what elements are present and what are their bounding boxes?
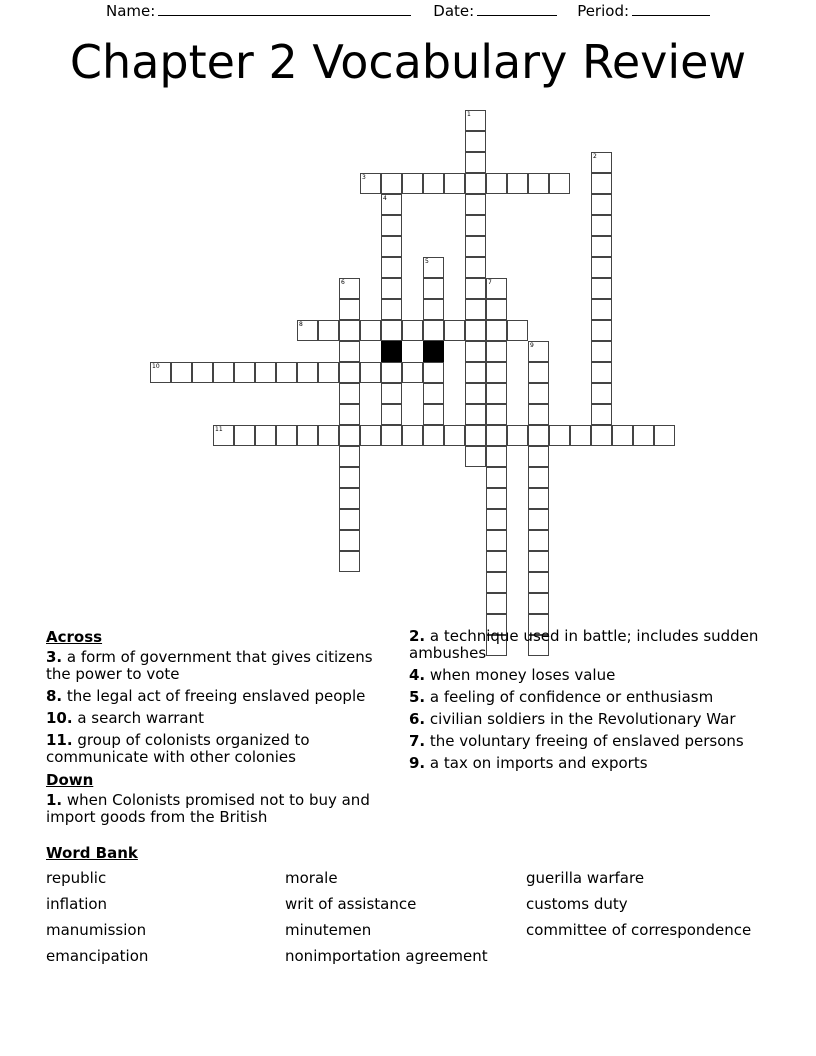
grid-cell[interactable] bbox=[486, 530, 507, 551]
clues-column-right bbox=[409, 628, 765, 777]
grid-cell[interactable] bbox=[276, 362, 297, 383]
grid-cell[interactable] bbox=[528, 572, 549, 593]
grid-cell[interactable] bbox=[318, 425, 339, 446]
grid-cell[interactable] bbox=[339, 341, 360, 362]
grid-cell[interactable] bbox=[423, 383, 444, 404]
grid-cell-number: 9 bbox=[530, 342, 534, 349]
grid-cell[interactable] bbox=[528, 446, 549, 467]
grid-cell[interactable] bbox=[255, 425, 276, 446]
grid-cell[interactable] bbox=[402, 320, 423, 341]
grid-cell[interactable] bbox=[213, 425, 234, 446]
grid-cell[interactable] bbox=[528, 341, 549, 362]
grid-cell[interactable] bbox=[423, 362, 444, 383]
grid-cell[interactable] bbox=[297, 320, 318, 341]
grid-cell[interactable] bbox=[444, 173, 465, 194]
word-bank-word: guerilla warfare bbox=[526, 869, 645, 887]
clue-item bbox=[409, 667, 765, 684]
across-heading: Across bbox=[46, 628, 103, 646]
grid-cell[interactable] bbox=[381, 404, 402, 425]
grid-block-cell bbox=[423, 341, 444, 362]
grid-cell[interactable] bbox=[486, 425, 507, 446]
clue-text: a tax on imports and exports bbox=[425, 754, 648, 772]
grid-cell[interactable] bbox=[507, 425, 528, 446]
word-bank-word: committee of correspondence bbox=[526, 921, 752, 939]
grid-cell[interactable] bbox=[213, 362, 234, 383]
grid-cell[interactable] bbox=[465, 173, 486, 194]
grid-cell[interactable] bbox=[339, 446, 360, 467]
grid-cell-number: 10 bbox=[152, 363, 160, 370]
grid-cell[interactable] bbox=[465, 194, 486, 215]
grid-cell[interactable] bbox=[339, 320, 360, 341]
grid-cell[interactable] bbox=[465, 299, 486, 320]
grid-cell[interactable] bbox=[339, 278, 360, 299]
grid-cell[interactable] bbox=[360, 425, 381, 446]
grid-cell[interactable] bbox=[528, 593, 549, 614]
grid-cell[interactable] bbox=[381, 257, 402, 278]
grid-cell[interactable] bbox=[339, 530, 360, 551]
clue-item bbox=[46, 649, 396, 683]
clue-number: 7. bbox=[409, 732, 426, 750]
grid-cell[interactable] bbox=[591, 383, 612, 404]
grid-cell[interactable] bbox=[528, 362, 549, 383]
grid-cell[interactable] bbox=[465, 341, 486, 362]
clue-item bbox=[46, 688, 396, 705]
clue-number: 8. bbox=[46, 687, 63, 705]
clue-item bbox=[46, 732, 396, 766]
grid-cell[interactable] bbox=[465, 257, 486, 278]
clue-item bbox=[409, 733, 765, 750]
word-bank-word: morale bbox=[285, 869, 338, 887]
word-bank-word: writ of assistance bbox=[285, 895, 417, 913]
grid-cell[interactable] bbox=[339, 404, 360, 425]
grid-cell[interactable] bbox=[423, 173, 444, 194]
grid-cell[interactable] bbox=[465, 425, 486, 446]
grid-cell[interactable] bbox=[171, 362, 192, 383]
grid-cell[interactable] bbox=[339, 425, 360, 446]
grid-cell[interactable] bbox=[528, 509, 549, 530]
grid-cell[interactable] bbox=[612, 425, 633, 446]
grid-cell[interactable] bbox=[549, 173, 570, 194]
grid-cell[interactable] bbox=[486, 362, 507, 383]
clue-item bbox=[409, 755, 765, 772]
grid-cell[interactable] bbox=[465, 110, 486, 131]
clue-text: a form of government that gives citizens the power to vote bbox=[46, 648, 373, 683]
word-bank-word: nonimportation agreement bbox=[285, 947, 488, 965]
across-clue-list bbox=[46, 649, 396, 766]
grid-cell-number: 7 bbox=[488, 279, 492, 286]
grid-cell[interactable] bbox=[381, 320, 402, 341]
grid-cell[interactable] bbox=[234, 362, 255, 383]
word-bank-word: emancipation bbox=[46, 947, 149, 965]
grid-cell[interactable] bbox=[549, 425, 570, 446]
grid-cell[interactable] bbox=[276, 425, 297, 446]
grid-cell[interactable] bbox=[486, 551, 507, 572]
grid-cell[interactable] bbox=[339, 509, 360, 530]
name-label: Name: bbox=[105, 2, 156, 20]
clue-number: 2. bbox=[409, 627, 426, 645]
word-bank-word bbox=[526, 947, 770, 965]
grid-cell[interactable] bbox=[486, 488, 507, 509]
clue-text: when Colonists promised not to buy and import goods from the British bbox=[46, 791, 370, 826]
word-bank-row bbox=[46, 921, 770, 939]
grid-cell[interactable] bbox=[591, 362, 612, 383]
grid-cell-number: 1 bbox=[467, 111, 471, 118]
grid-cell[interactable] bbox=[465, 236, 486, 257]
grid-cell[interactable] bbox=[591, 215, 612, 236]
grid-cell[interactable] bbox=[591, 404, 612, 425]
clue-item bbox=[409, 689, 765, 706]
grid-cell[interactable] bbox=[486, 341, 507, 362]
grid-cell[interactable] bbox=[591, 299, 612, 320]
clue-number: 1. bbox=[46, 791, 63, 809]
word-bank-row bbox=[46, 895, 770, 913]
grid-block-cell bbox=[381, 341, 402, 362]
grid-cell[interactable] bbox=[423, 425, 444, 446]
grid-cell[interactable] bbox=[192, 362, 213, 383]
grid-cell-number: 2 bbox=[593, 153, 597, 160]
clue-text: the voluntary freeing of enslaved persons bbox=[425, 732, 744, 750]
grid-cell[interactable] bbox=[465, 383, 486, 404]
word-bank-word: customs duty bbox=[526, 895, 628, 913]
grid-cell[interactable] bbox=[423, 320, 444, 341]
grid-cell[interactable] bbox=[528, 488, 549, 509]
clue-text: the legal act of freeing enslaved people bbox=[62, 687, 366, 705]
grid-cell[interactable] bbox=[591, 425, 612, 446]
grid-cell[interactable] bbox=[381, 236, 402, 257]
clues-section bbox=[46, 628, 770, 828]
grid-cell[interactable] bbox=[150, 362, 171, 383]
period-label: Period: bbox=[577, 2, 630, 20]
grid-cell-number: 5 bbox=[425, 258, 429, 265]
grid-cell[interactable] bbox=[528, 425, 549, 446]
grid-cell[interactable] bbox=[591, 257, 612, 278]
word-bank-section bbox=[46, 844, 770, 973]
grid-cell[interactable] bbox=[528, 404, 549, 425]
grid-cell[interactable] bbox=[423, 404, 444, 425]
grid-cell[interactable] bbox=[423, 299, 444, 320]
grid-cell-number: 8 bbox=[299, 321, 303, 328]
grid-cell[interactable] bbox=[297, 425, 318, 446]
grid-cell[interactable] bbox=[591, 320, 612, 341]
down-clue-list-right bbox=[409, 628, 765, 772]
grid-cell[interactable] bbox=[633, 425, 654, 446]
grid-cell[interactable] bbox=[381, 425, 402, 446]
grid-cell[interactable] bbox=[528, 173, 549, 194]
grid-cell[interactable] bbox=[591, 173, 612, 194]
clue-item bbox=[46, 792, 396, 826]
grid-cell[interactable] bbox=[591, 152, 612, 173]
grid-cell[interactable] bbox=[486, 173, 507, 194]
grid-cell[interactable] bbox=[528, 551, 549, 572]
grid-cell[interactable] bbox=[654, 425, 675, 446]
grid-cell[interactable] bbox=[570, 425, 591, 446]
grid-cell[interactable] bbox=[402, 173, 423, 194]
down-heading: Down bbox=[46, 771, 94, 789]
grid-cell[interactable] bbox=[339, 383, 360, 404]
grid-cell[interactable] bbox=[318, 362, 339, 383]
grid-cell[interactable] bbox=[486, 383, 507, 404]
grid-cell[interactable] bbox=[339, 551, 360, 572]
grid-cell[interactable] bbox=[465, 446, 486, 467]
grid-cell[interactable] bbox=[486, 404, 507, 425]
clues-column-left bbox=[46, 628, 396, 831]
grid-cell[interactable] bbox=[360, 320, 381, 341]
grid-cell[interactable] bbox=[465, 215, 486, 236]
grid-cell[interactable] bbox=[486, 446, 507, 467]
word-bank-word: republic bbox=[46, 869, 107, 887]
grid-cell[interactable] bbox=[255, 362, 276, 383]
grid-cell[interactable] bbox=[423, 278, 444, 299]
grid-cell[interactable] bbox=[528, 383, 549, 404]
grid-cell[interactable] bbox=[381, 362, 402, 383]
grid-cell[interactable] bbox=[381, 278, 402, 299]
grid-cell[interactable] bbox=[486, 509, 507, 530]
word-bank-list bbox=[46, 869, 770, 965]
clue-number: 9. bbox=[409, 754, 426, 772]
grid-cell[interactable] bbox=[591, 194, 612, 215]
clue-number: 11. bbox=[46, 731, 73, 749]
word-bank-word: inflation bbox=[46, 895, 108, 913]
grid-cell[interactable] bbox=[486, 299, 507, 320]
clue-text: civilian soldiers in the Revolutionary War bbox=[425, 710, 736, 728]
grid-cell[interactable] bbox=[339, 362, 360, 383]
grid-cell[interactable] bbox=[402, 425, 423, 446]
grid-cell[interactable] bbox=[465, 404, 486, 425]
grid-cell[interactable] bbox=[486, 593, 507, 614]
grid-cell[interactable] bbox=[381, 215, 402, 236]
clue-text: a feeling of confidence or enthusiasm bbox=[425, 688, 714, 706]
word-bank-row bbox=[46, 947, 770, 965]
grid-cell[interactable] bbox=[339, 467, 360, 488]
grid-cell[interactable] bbox=[465, 278, 486, 299]
clue-item bbox=[409, 711, 765, 728]
grid-cell[interactable] bbox=[444, 425, 465, 446]
word-bank-heading: Word Bank bbox=[46, 844, 138, 862]
grid-cell[interactable] bbox=[297, 362, 318, 383]
grid-cell[interactable] bbox=[381, 383, 402, 404]
grid-cell-number: 6 bbox=[341, 279, 345, 286]
grid-cell[interactable] bbox=[381, 173, 402, 194]
grid-cell[interactable] bbox=[591, 341, 612, 362]
grid-cell[interactable] bbox=[360, 362, 381, 383]
clue-number: 4. bbox=[409, 666, 426, 684]
grid-cell[interactable] bbox=[339, 488, 360, 509]
clue-number: 6. bbox=[409, 710, 426, 728]
date-label: Date: bbox=[433, 2, 475, 20]
grid-cell[interactable] bbox=[486, 278, 507, 299]
grid-cell[interactable] bbox=[486, 572, 507, 593]
word-bank-word: manumission bbox=[46, 921, 147, 939]
grid-cell[interactable] bbox=[360, 173, 381, 194]
grid-cell[interactable] bbox=[381, 194, 402, 215]
down-clue-list-left bbox=[46, 792, 396, 826]
grid-cell[interactable] bbox=[318, 320, 339, 341]
clue-text: group of colonists organized to communicate with other colonies bbox=[46, 731, 310, 766]
grid-cell[interactable] bbox=[381, 299, 402, 320]
clue-number: 10. bbox=[46, 709, 73, 727]
grid-cell[interactable] bbox=[507, 173, 528, 194]
word-bank-row bbox=[46, 869, 770, 887]
clue-text: a technique used in battle; includes sudden ambushes bbox=[409, 627, 759, 662]
clue-text: a search warrant bbox=[72, 709, 205, 727]
grid-cell-number: 11 bbox=[215, 426, 223, 433]
grid-cell[interactable] bbox=[591, 236, 612, 257]
clue-number: 3. bbox=[46, 648, 63, 666]
grid-cell[interactable] bbox=[528, 530, 549, 551]
clue-item bbox=[46, 710, 396, 727]
word-bank-word: minutemen bbox=[285, 921, 372, 939]
grid-cell-number: 3 bbox=[362, 174, 366, 181]
grid-cell[interactable] bbox=[528, 467, 549, 488]
clue-number: 5. bbox=[409, 688, 426, 706]
clue-text: when money loses value bbox=[425, 666, 616, 684]
grid-cell[interactable] bbox=[444, 320, 465, 341]
grid-cell[interactable] bbox=[234, 425, 255, 446]
grid-cell[interactable] bbox=[507, 320, 528, 341]
page-title: Chapter 2 Vocabulary Review bbox=[69, 35, 747, 89]
grid-cell-number: 4 bbox=[383, 195, 387, 202]
grid-cell[interactable] bbox=[339, 299, 360, 320]
grid-cell[interactable] bbox=[486, 467, 507, 488]
grid-cell[interactable] bbox=[465, 152, 486, 173]
grid-cell[interactable] bbox=[402, 362, 423, 383]
clue-item bbox=[409, 628, 765, 662]
grid-cell[interactable] bbox=[591, 278, 612, 299]
grid-cell[interactable] bbox=[465, 131, 486, 152]
grid-cell[interactable] bbox=[486, 320, 507, 341]
grid-cell[interactable] bbox=[465, 362, 486, 383]
grid-cell[interactable] bbox=[465, 320, 486, 341]
grid-cell[interactable] bbox=[423, 257, 444, 278]
